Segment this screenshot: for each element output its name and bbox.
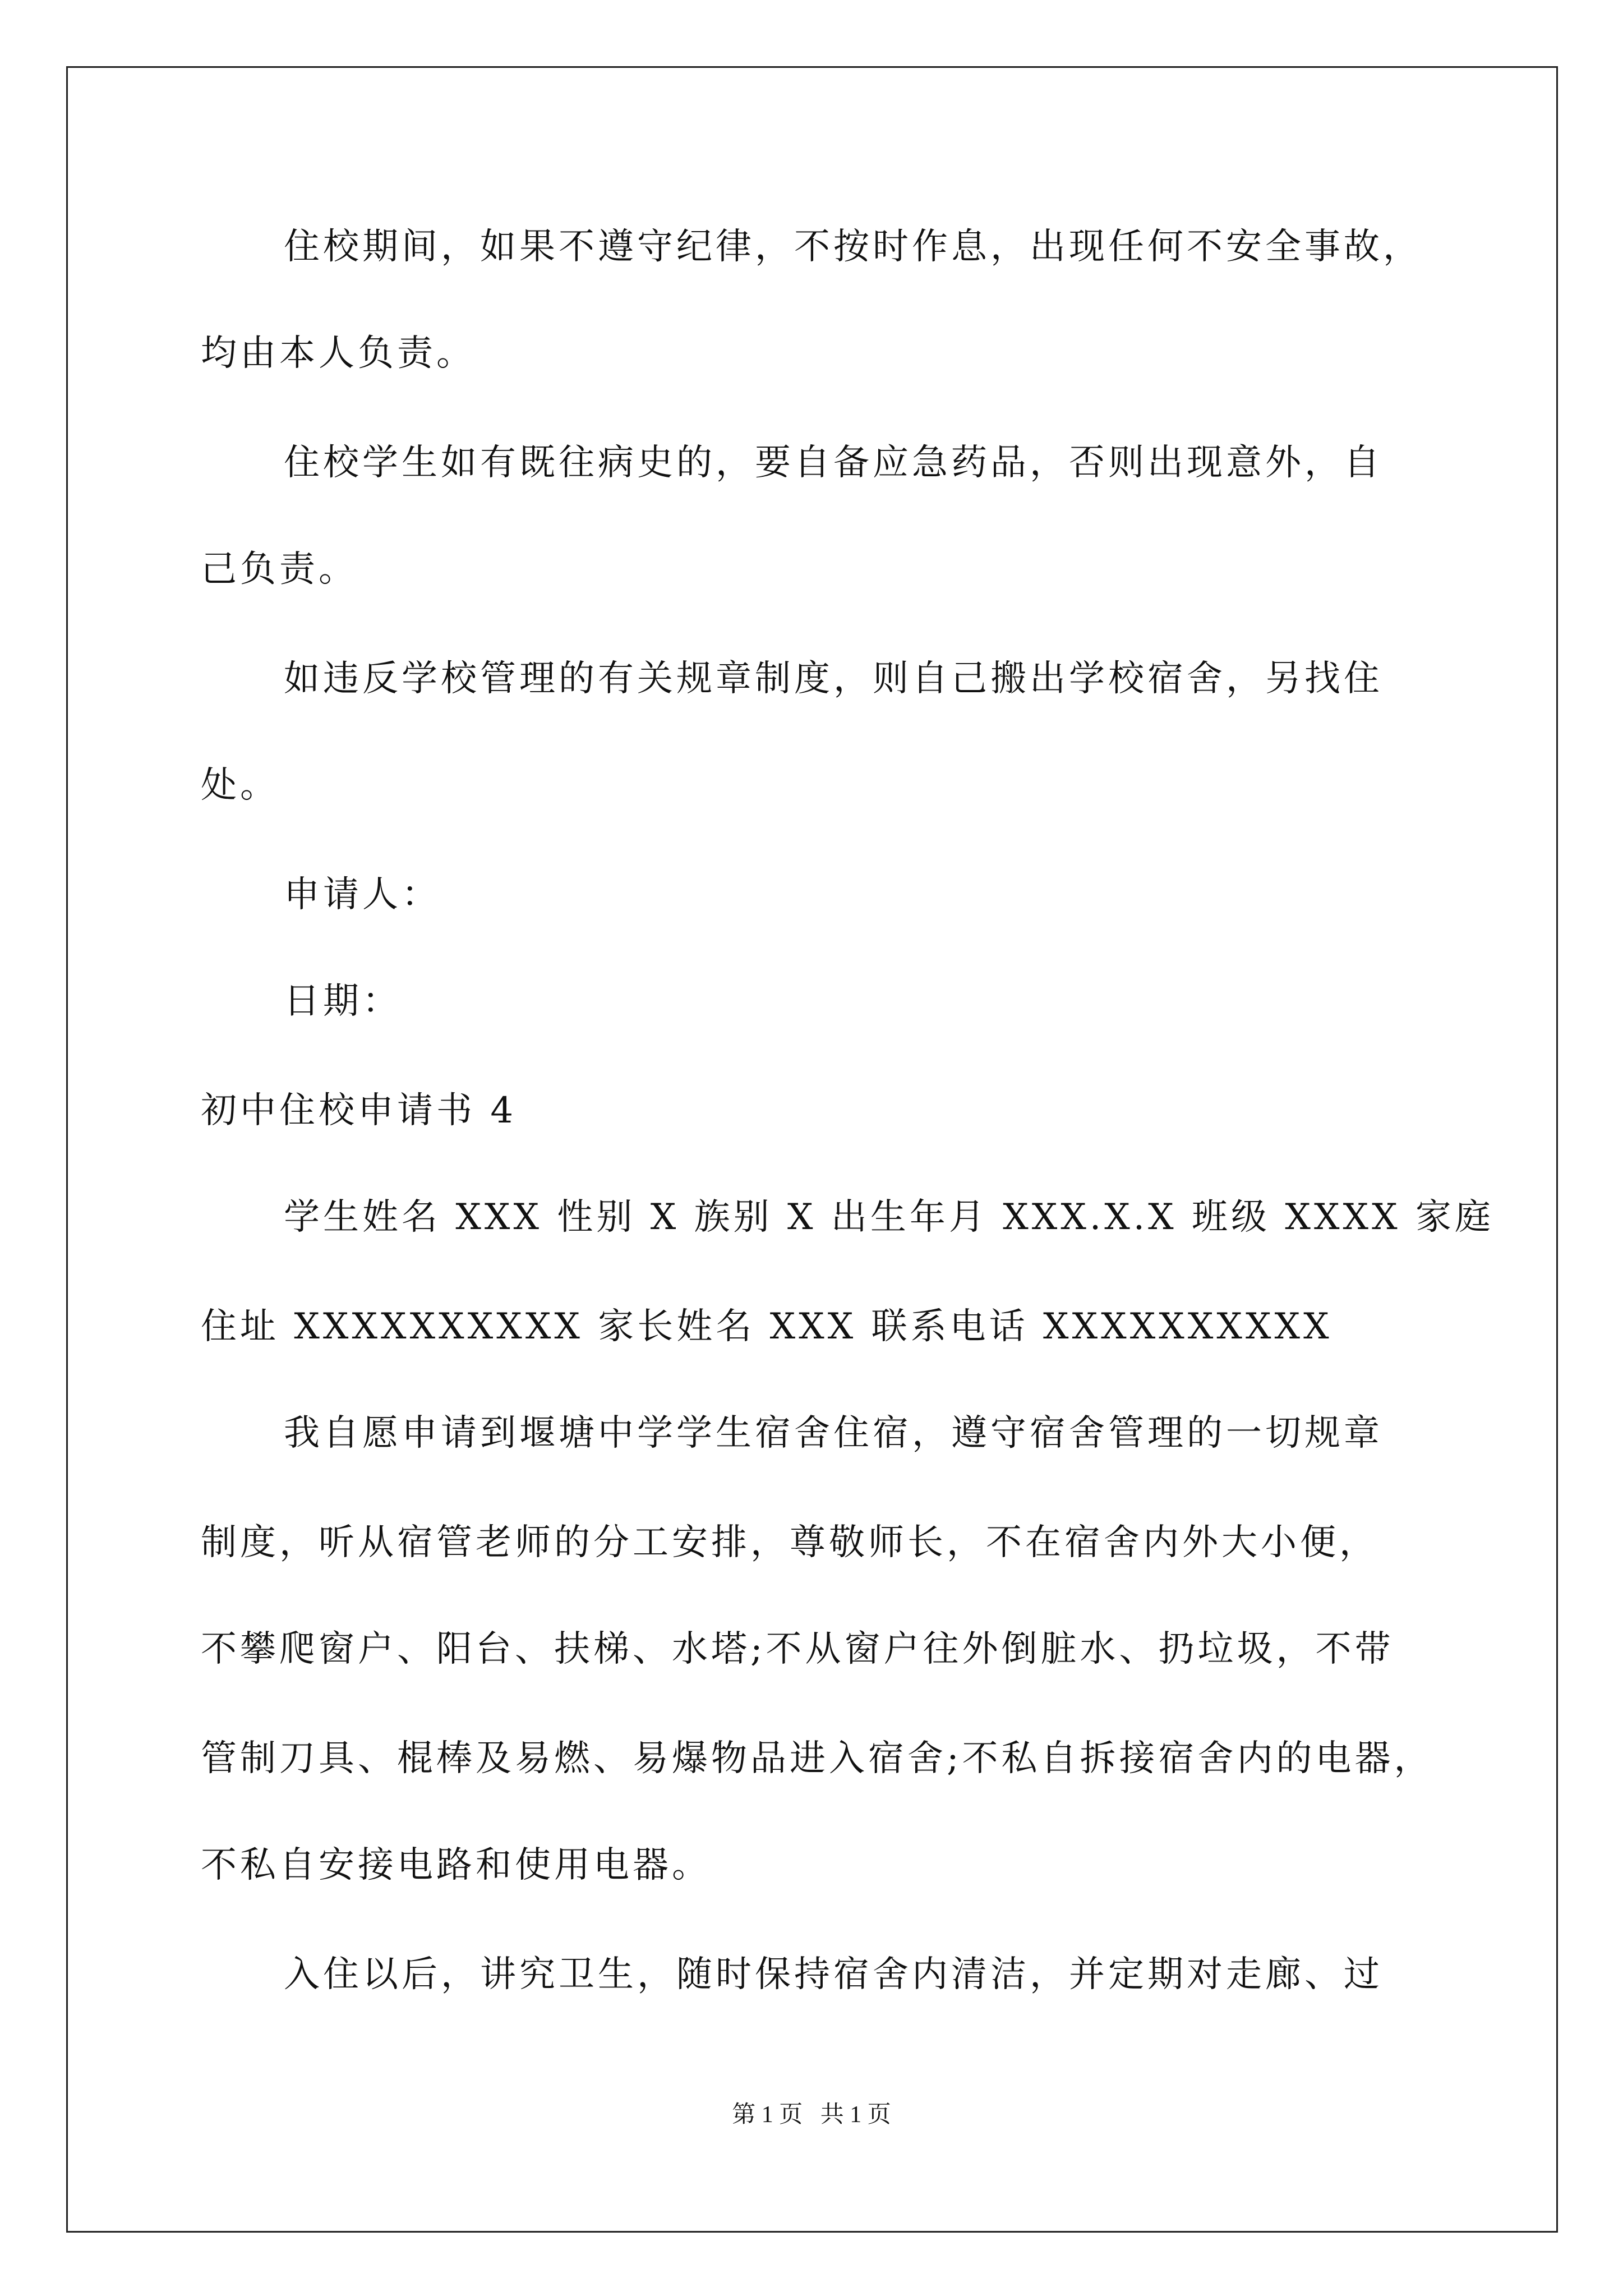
paragraph-line: 我自愿申请到堰塘中学学生宿舍住宿，遵守宿舍管理的一切规章 [284, 1412, 1383, 1454]
paragraph-line: 己负责。 [201, 549, 358, 590]
paragraph-line: 不私自安接电路和使用电器。 [201, 1844, 711, 1886]
page-footer: 第 1 页 共 1 页 [732, 2102, 891, 2128]
paragraph-line: 入住以后，讲究卫生，随时保持宿舍内清洁，并定期对走廊、过 [284, 1954, 1383, 1995]
paragraph-line: 学生姓名 XXX 性别 X 族别 X 出生年月 XXX.X.X 班级 XXXX 家庭 [284, 1197, 1494, 1238]
section-title: 初中住校申请书 4 [201, 1090, 517, 1131]
paragraph-line: 住址 XXXXXXXXXX 家长姓名 XXX 联系电话 XXXXXXXXXX [201, 1306, 1332, 1347]
paragraph-line: 均由本人负责。 [201, 333, 476, 374]
paragraph-line: 住校期间，如果不遵守纪律，不按时作息，出现任何不安全事故， [284, 226, 1422, 268]
paragraph-line: 制度，听从宿管老师的分工安排，尊敬师长，不在宿舍内外大小便， [201, 1522, 1378, 1563]
paragraph-line: 住校学生如有既往病史的，要自备应急药品，否则出现意外，自 [284, 442, 1383, 484]
page-border [66, 66, 1558, 2233]
paragraph-line: 不攀爬窗户、阳台、扶梯、水塔;不从窗户往外倒脏水、扔垃圾，不带 [201, 1628, 1394, 1670]
paragraph-line: 处。 [201, 765, 279, 806]
paragraph-line: 如违反学校管理的有关规章制度，则自己搬出学校宿舍，另找住 [284, 658, 1383, 700]
paragraph-line: 管制刀具、棍棒及易燃、易爆物品进入宿舍;不私自拆接宿舍内的电器， [201, 1738, 1433, 1779]
applicant-label: 申请人： [284, 874, 441, 915]
date-label: 日期： [284, 981, 402, 1022]
